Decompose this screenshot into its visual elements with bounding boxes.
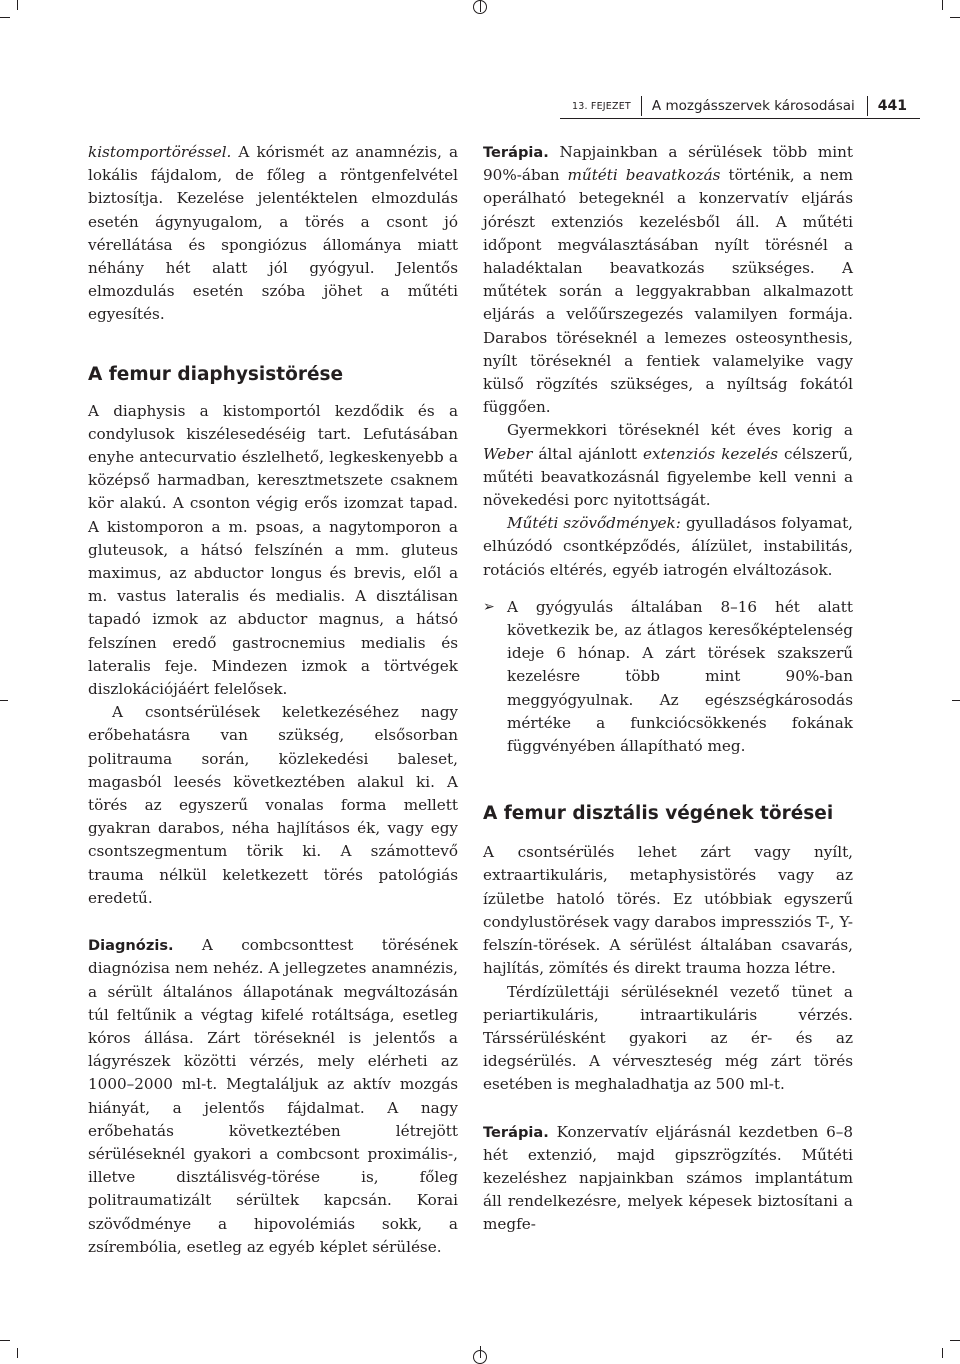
paragraph: [483, 1121, 853, 1237]
text-run: A diaphysis a kistomportól kezdődik és a condylusok kiszélesedéséig tart. Lefutásában enyhe antecurvatio észlelhető, legkeskenyebb a középső harmadban, keresztmetszete csaknem kör alakú. A csonton végig erős izomzat tapad. A kistomporon a m. psoas, a nagytomporon a gluteusok, a hátsó felszínén a mm. gluteus maximus, az abductor longus és brevis, elől a m. vastus lateralis és medialis. A disztálisan tapadó izmok az abductor magnus, a hátsó felszínen eredő gastrocnemius medialis és lateralis feje. Mindezen izmok a törtvégek diszlokációjáért felelősek.: [88, 401, 458, 699]
italic-text: kistomportöréssel.: [88, 143, 232, 161]
text-run: Térdízülettáji sérüléseknél vezető tünet a periartikuláris, intraartikuláris vérzés. Társsérülésként gyakori az ér- és az idegsérülés. A vérveszteség még zárt törés esetében is meghaladhatja az 500 ml-t.: [483, 982, 853, 1094]
text-run: Napjainkban a sérülések több mint 90%-ában: [483, 143, 853, 185]
paragraph: [88, 934, 458, 1259]
text-run: gyulladásos folyamat, elhúzódó csontképződés, álízület, instabilitás, rotációs eltérés, egyéb iatrogén elváltozások.: [483, 514, 853, 579]
crop-mark: [480, 0, 481, 12]
paragraph: [88, 400, 458, 702]
crop-mark: [0, 1340, 10, 1341]
text-run: célszerű, műtéti beavatkozásnál figyelembe kell venni a növekedési porc nyitottságát.: [483, 444, 853, 510]
run-in-heading: Terápia.: [483, 144, 549, 161]
text-run: Konzervatív eljárásnál kezdetben 6–8 hét extenzió, majd gipszrögzítés. Műtéti kezeléshez napjainkban számos implantátum áll rendelkezésre, melyek képesek biztosítani a megfe-: [483, 1122, 853, 1234]
paragraph: [483, 512, 853, 582]
summary-bullet: [483, 596, 853, 758]
crop-mark: [17, 1348, 18, 1358]
run-in-heading: Diagnózis.: [88, 937, 174, 955]
crop-mark: [0, 17, 10, 18]
paragraph: [483, 981, 853, 1097]
text-run: Gyermekkori töréseknél két éves korig a: [507, 421, 853, 440]
text-run: történik, a nem operálható betegeknél a konzervatív eljárás jórészt extenziós kezelésből áll. A műtéti időpont megválasztásában nyílt törésnél a haladéktalan beavatkozás szükséges. A műtétek során a leggyakrabban alkalmazott eljárás a velőűrszegezés valamilyen formája. Darabos töréseknél a lemezes osteosynthesis, nyílt töréseknél a fentiek valamelyike vagy külső rögzítés szükséges, a nyíltság fokától függően.: [483, 166, 853, 417]
crop-mark: [942, 1348, 943, 1358]
italic-text: Weber: [483, 444, 533, 463]
crop-mark: [480, 1346, 481, 1358]
paragraph: [88, 141, 458, 327]
left-column: [88, 141, 458, 1259]
italic-text: extenziós kezelés: [643, 444, 779, 463]
crop-mark: [950, 1340, 960, 1341]
italic-text: műtéti beavatkozás: [567, 166, 721, 185]
section-heading: A femur disztális végének törései: [483, 803, 834, 825]
header-divider: [641, 96, 642, 116]
section-heading: A femur diaphysistörése: [88, 363, 344, 385]
text-run: A csontsérülések keletkezéséhez nagy erőbehatásra van szükség, elsősorban politrauma során, közlekedési baleset, magasból leesés következtében alakul ki. A törés az egyszerű vonalas forma mellett gyakran darabos, néha hajlításos ék, vagy egy csontszegmentum törik ki. A számottevő trauma nélkül keletkezett törés patológiás eredetű.: [88, 703, 458, 907]
arrow-bullet-icon: ➢: [483, 598, 495, 615]
crop-mark: [950, 17, 960, 18]
paragraph: [483, 841, 853, 980]
paragraph: [88, 701, 458, 910]
italic-text: Műtéti szövődmények:: [507, 514, 681, 533]
page-number: 441: [877, 98, 907, 114]
run-in-heading: Terápia.: [483, 1123, 549, 1141]
text-run: A csontsérülés lehet zárt vagy nyílt, extraartikuláris, metaphysistörés vagy az ízületbe hatoló törés. Ez utóbbiak egyszerű condylustörések vagy darabos impressziós T-, Y-felszín-törések. A sérülést általában csavarás, hajlítás, zömítés és direkt trauma hozza létre.: [483, 843, 853, 978]
crop-mark: [942, 0, 943, 10]
text-run: által ajánlott: [532, 444, 643, 463]
chapter-label: 13. FEJEZET: [572, 100, 631, 112]
running-header: [572, 95, 907, 117]
header-rule: [560, 118, 920, 119]
header-divider: [867, 96, 868, 116]
crop-mark: [952, 700, 960, 701]
crop-mark: [17, 0, 18, 10]
right-column: [483, 141, 853, 1237]
bullet-text: A gyógyulás általában 8–16 hét alatt következik be, az átlagos keresőképtelenség ideje 6 hónap. A zárt törések szakszerű kezelésre több mint 90%-ban meggyógyulnak. Az egészségkárosodás mértéke a funkciócsökkenés fokának függvényében állapítható meg.: [507, 597, 853, 756]
paragraph: [483, 141, 853, 419]
chapter-title: A mozgásszervek károsodásai: [651, 98, 855, 114]
text-run: A combcsonttest törésének diagnózisa nem nehéz. A jellegzetes anamnézis, a sérült általános állapotának megváltozásán túl feltűnik a végtag kifelé rotáltsága, esetleg kóros állása. Zárt töréseknél is jelentős a lágyrészek közötti vérzés, mely elérheti az 1000–2000 ml-t. Megtaláljuk az aktív mozgás hiányát, a jelentős fájdalmat. A nagy erőbehatás következtében létrejött sérüléseknél gyakori a combcsont proximális-, illetve disztálisvég-törése is, főleg politraumatizált sérültek kapcsán. Korai szövődménye a hipovolémiás sokk, a zsírembólia, esetleg az egyéb képlet sérülése.: [88, 936, 458, 1256]
text-run: A kórismét az anamnézis, a lokális fájdalom, de főleg a röntgenfelvétel biztosítja. Kezelése jelentéktelen elmozdulás esetén ágynyugalom, a törés a csont jó vérellátása és spongiózus állománya miatt néhány hét alatt jól gyógyul. Jelentős elmozdulás esetén szóba jöhet a műtéti egyesítés.: [88, 143, 458, 324]
paragraph: [483, 419, 853, 512]
crop-mark: [0, 700, 8, 701]
